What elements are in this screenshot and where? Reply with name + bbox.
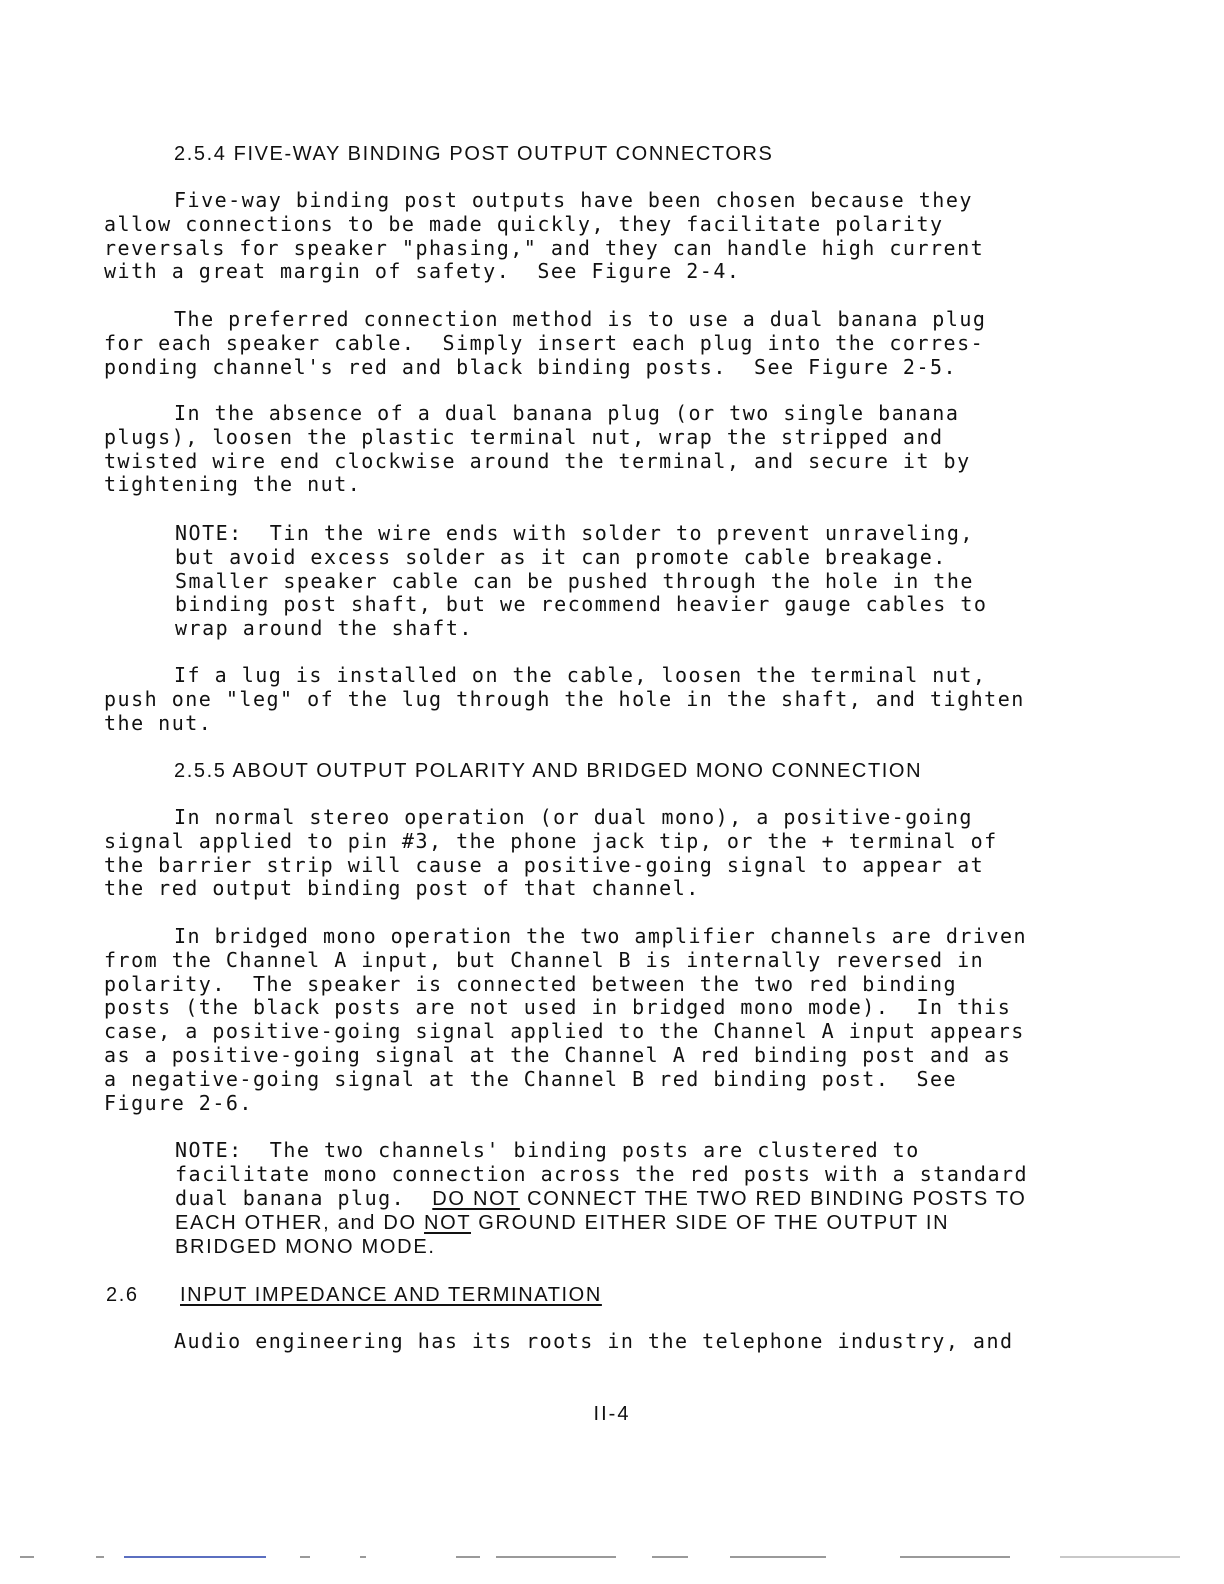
scan-mark <box>360 1556 366 1558</box>
paragraph-line: allow connections to be made quickly, they facilitate polarity <box>104 211 944 236</box>
paragraph-line: tightening the nut. <box>104 472 362 497</box>
note-line: wrap around the shaft. <box>175 616 473 641</box>
paragraph-line: posts (the black posts are not used in bridged mono mode). In this <box>104 995 1012 1020</box>
scan-mark <box>300 1556 310 1558</box>
paragraph-absence-of-plug <box>104 402 1084 497</box>
scan-mark <box>652 1556 688 1558</box>
section-heading-2-6 <box>106 1284 602 1307</box>
scan-mark <box>20 1556 34 1558</box>
note-warning-text: CONNECT THE TWO RED BINDING POSTS TO <box>519 1187 1027 1210</box>
paragraph-line: with a great margin of safety. See Figure 2-4. <box>104 259 741 284</box>
paragraph-line: the barrier strip will cause a positive-going signal to appear at <box>104 852 985 877</box>
paragraph-line: from the Channel A input, but Channel B is internally reversed in <box>104 947 985 972</box>
scan-mark <box>900 1556 1010 1558</box>
paragraph-line: polarity. The speaker is connected between the two red binding <box>104 971 958 996</box>
paragraph-line: push one "leg" of the lug through the hole in the shaft, and tighten <box>104 686 1025 711</box>
paragraph-lug-installed <box>104 664 1084 735</box>
paragraph-line: case, a positive-going signal applied to the Channel A input appears <box>104 1019 1025 1044</box>
note-binding-posts-clustered <box>175 1139 1075 1260</box>
paragraph-line: In bridged mono operation the two amplifier channels are driven <box>174 924 1028 948</box>
scan-mark <box>1060 1556 1180 1558</box>
paragraph-line: The preferred connection method is to use a dual banana plug <box>174 307 987 331</box>
paragraph-line: If a lug is installed on the cable, loosen the terminal nut, <box>174 663 987 687</box>
note-line: facilitate mono connection across the red posts with a standard <box>175 1161 1029 1186</box>
scan-mark <box>496 1556 616 1558</box>
paragraph-line: Figure 2-6. <box>104 1090 253 1115</box>
paragraph-line: as a positive-going signal at the Channel A red binding post and as <box>104 1042 1012 1067</box>
paragraph-audio-engineering <box>104 1330 1084 1354</box>
scan-mark <box>124 1556 266 1558</box>
paragraph-line: Five-way binding post outputs have been chosen because they <box>174 188 973 212</box>
note-line: NOTE: Tin the wire ends with solder to prevent unraveling, <box>175 521 974 545</box>
scan-mark <box>456 1556 480 1558</box>
paragraph-line: signal applied to pin #3, the phone jack tip, or the + terminal of <box>104 828 998 853</box>
do-not-emphasis: DO NOT <box>432 1187 520 1210</box>
note-line <box>175 1187 1075 1212</box>
scan-mark <box>96 1556 104 1558</box>
paragraph-line: Audio engineering has its roots in the telephone industry, and <box>174 1329 1014 1353</box>
paragraph-line: twisted wire end clockwise around the terminal, and secure it by <box>104 448 971 473</box>
paragraph-line: for each speaker cable. Simply insert each plug into the corres- <box>104 330 985 355</box>
section-heading-2-5-4: 2.5.4 FIVE-WAY BINDING POST OUTPUT CONNECTORS <box>174 143 774 165</box>
note-line: NOTE: The two channels' binding posts are clustered to <box>175 1138 920 1162</box>
page-number: II-4 <box>593 1403 631 1425</box>
paragraph-line: In the absence of a dual banana plug (or two single banana <box>174 401 960 425</box>
note-line: binding post shaft, but we recommend heavier gauge cables to <box>175 592 988 617</box>
note-line: Smaller speaker cable can be pushed through the hole in the <box>175 568 974 593</box>
scan-edge-artifact <box>0 1556 1224 1560</box>
note-line: BRIDGED MONO MODE. <box>175 1236 436 1259</box>
paragraph-line: reversals for speaker "phasing," and they can handle high current <box>104 235 985 260</box>
note-text: dual banana plug. <box>175 1185 433 1210</box>
paragraph-line: plugs), loosen the plastic terminal nut, wrap the stripped and <box>104 424 944 449</box>
paragraph-line: a negative-going signal at the Channel B red binding post. See <box>104 1066 958 1091</box>
paragraph-bridged-mono <box>104 925 1084 1115</box>
paragraph-line: ponding channel's red and black binding posts. See Figure 2-5. <box>104 354 958 379</box>
section-title: INPUT IMPEDANCE AND TERMINATION <box>180 1284 602 1306</box>
note-line: but avoid excess solder as it can promote cable breakage. <box>175 544 947 569</box>
scan-mark <box>730 1556 826 1558</box>
section-number: 2.6 <box>106 1284 139 1306</box>
note-warning-text: EACH OTHER, and DO <box>175 1212 425 1235</box>
paragraph-line: the nut. <box>104 710 213 735</box>
paragraph-line: the red output binding post of that channel. <box>104 876 700 901</box>
note-warning-text: GROUND EITHER SIDE OF THE OUTPUT IN <box>471 1212 950 1235</box>
paragraph-five-way-intro <box>104 189 1084 284</box>
paragraph-normal-stereo <box>104 806 1084 901</box>
paragraph-line: In normal stereo operation (or dual mono), a positive-going <box>174 805 973 829</box>
not-emphasis: NOT <box>424 1212 471 1235</box>
note-tin-wire-ends <box>175 522 1075 641</box>
section-heading-2-5-5: 2.5.5 ABOUT OUTPUT POLARITY AND BRIDGED MONO CONNECTION <box>174 760 923 782</box>
note-line <box>175 1211 1075 1236</box>
paragraph-preferred-connection <box>104 308 1084 379</box>
